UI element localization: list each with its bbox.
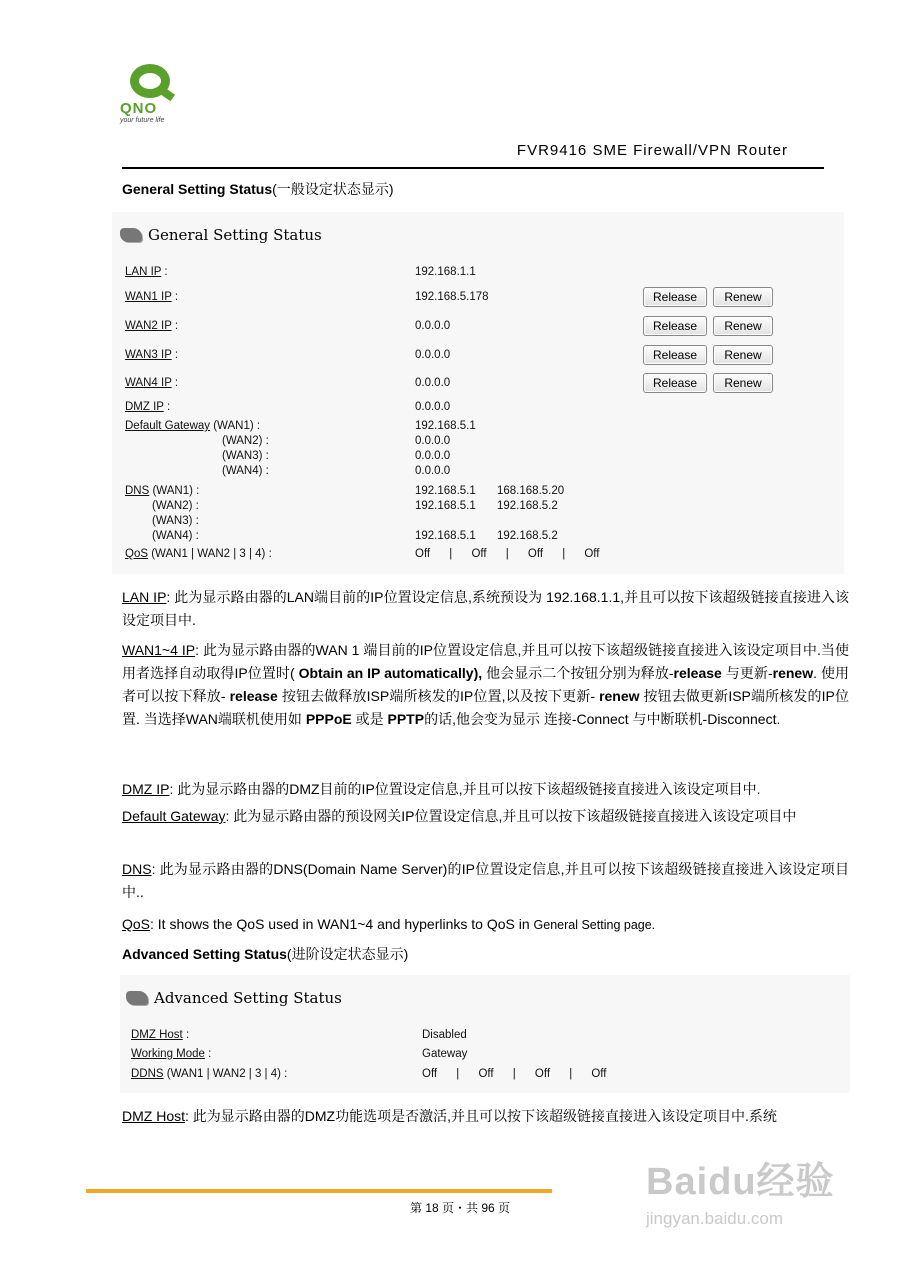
wan4-renew-button[interactable]: Renew [713, 373, 773, 393]
default-gateway-link[interactable]: Default Gateway [125, 420, 211, 432]
desc-gateway-link[interactable]: Default Gateway [122, 808, 226, 824]
dmz-ip-value: 0.0.0.0 [415, 401, 451, 413]
general-panel-heading [120, 226, 322, 244]
desc-dmz-host-link[interactable]: DMZ Host [122, 1108, 185, 1124]
general-section-title [122, 179, 393, 199]
dns-wan4-primary: 192.168.5.1 [415, 530, 476, 542]
gateway-wan1-value: 192.168.5.1 [415, 420, 476, 432]
wan3-ip-link[interactable]: WAN3 IP [125, 349, 172, 361]
dns-link[interactable]: DNS [125, 485, 150, 497]
desc-lan-ip-link[interactable]: LAN IP [122, 589, 167, 605]
general-setting-panel [112, 212, 844, 574]
wan3-release-button[interactable]: Release [643, 345, 707, 365]
qos-link[interactable]: QoS [125, 548, 149, 560]
advanced-section-title-cn: (进阶设定状态显示) [286, 946, 409, 962]
dmz-host-description: DMZ Host: 此为显示路由器的DMZ功能选项是否激活,并且可以按下该超级链接直接进入该设定项目中.系统 [122, 1108, 777, 1124]
working-mode-value: Gateway [422, 1048, 468, 1060]
header-divider [122, 167, 824, 169]
general-section-title-cn: (一般设定状态显示) [272, 181, 394, 197]
wan3-renew-button[interactable]: Renew [713, 345, 773, 365]
wan2-release-button[interactable]: Release [643, 316, 707, 336]
dns-wan1-secondary: 168.168.5.20 [497, 485, 565, 497]
ddns-value: Off | Off | Off | Off [422, 1068, 607, 1080]
wan2-ip-value: 0.0.0.0 [415, 320, 451, 332]
baidu-watermark [646, 1150, 835, 1229]
wan4-ip-link[interactable]: WAN4 IP [125, 377, 172, 389]
working-mode-link[interactable]: Working Mode [131, 1048, 205, 1060]
watermark-brand: Baidu经验 [646, 1161, 835, 1203]
wan1-ip-link[interactable]: WAN1 IP [125, 291, 172, 303]
wan3-ip-value: 0.0.0.0 [415, 349, 451, 361]
wan1-ip-row: WAN1 IP : [125, 291, 179, 303]
panel-bullet-icon [120, 228, 142, 242]
gateway-wan4-label: (WAN4) : [222, 465, 269, 477]
wan4-ip-row: WAN4 IP : [125, 377, 179, 389]
gateway-wan2-value: 0.0.0.0 [415, 435, 451, 447]
logo-tagline: your future life [120, 117, 165, 124]
advanced-panel-heading-text: Advanced Setting Status [154, 989, 342, 1007]
working-mode-row: Working Mode : [131, 1048, 212, 1060]
wan1-renew-button[interactable]: Renew [713, 287, 773, 307]
dns-wan2-primary: 192.168.5.1 [415, 500, 476, 512]
logo-tail [159, 87, 175, 102]
general-panel-heading-text: General Setting Status [148, 226, 322, 244]
wan4-release-button[interactable]: Release [643, 373, 707, 393]
lan-ip-row: LAN IP : [125, 266, 168, 278]
dns-wan2-secondary: 192.168.5.2 [497, 500, 558, 512]
gateway-wan4-value: 0.0.0.0 [415, 465, 451, 477]
desc-dmz-ip-link[interactable]: DMZ IP [122, 781, 170, 797]
dns-description: DNS: 此为显示路由器的DNS(Domain Name Server)的IP位置设定信息,并且可以按下该超级链接直接进入该设定项目中.. [122, 861, 849, 900]
wan2-ip-link[interactable]: WAN2 IP [125, 320, 172, 332]
qos-row: QoS (WAN1 | WAN2 | 3 | 4) : [125, 548, 272, 560]
wan3-ip-row: WAN3 IP : [125, 349, 179, 361]
dmz-host-row: DMZ Host : [131, 1029, 190, 1041]
logo-wordmark: QNO [120, 100, 158, 117]
wan2-renew-button[interactable]: Renew [713, 316, 773, 336]
qos-description: QoS: It shows the QoS used in WAN1~4 and hyperlinks to QoS in General Setting page. [122, 916, 656, 932]
dns-wan2-label: (WAN2) : [152, 500, 199, 512]
qos-value: Off | Off | Off | Off [415, 548, 600, 560]
panel-bullet-icon [126, 991, 148, 1005]
footer-divider [86, 1189, 552, 1193]
gateway-wan1-row: Default Gateway (WAN1) : [125, 420, 261, 432]
wan1-release-button[interactable]: Release [643, 287, 707, 307]
product-title: FVR9416 SME Firewall/VPN Router [516, 142, 788, 159]
gateway-description: Default Gateway: 此为显示路由器的预设网关IP位置设定信息,并且可以按下该超级链接直接进入该设定项目中 [122, 808, 797, 824]
wan4-ip-value: 0.0.0.0 [415, 377, 451, 389]
dmz-ip-row: DMZ IP : [125, 401, 171, 413]
wan1-ip-value: 192.168.5.178 [415, 291, 489, 303]
dns-wan4-label: (WAN4) : [152, 530, 199, 542]
lan-ip-value: 192.168.1.1 [415, 266, 476, 278]
dns-wan1-row: DNS (WAN1) : [125, 485, 200, 497]
dmz-host-value: Disabled [422, 1029, 467, 1041]
gateway-wan2-label: (WAN2) : [222, 435, 269, 447]
ddns-row: DDNS (WAN1 | WAN2 | 3 | 4) : [131, 1068, 288, 1080]
qno-logo [118, 62, 188, 132]
advanced-panel-heading [126, 989, 342, 1007]
dns-wan4-secondary: 192.168.5.2 [497, 530, 558, 542]
lan-ip-link[interactable]: LAN IP [125, 266, 162, 278]
advanced-section-title-en: Advanced Setting Status [122, 946, 287, 962]
gateway-wan3-label: (WAN3) : [222, 450, 269, 462]
watermark-url: jingyan.baidu.com [646, 1209, 784, 1228]
advanced-setting-panel [120, 975, 850, 1093]
desc-qos-link[interactable]: QoS [122, 916, 151, 932]
dns-wan3-label: (WAN3) : [152, 515, 199, 527]
dns-wan1-primary: 192.168.5.1 [415, 485, 476, 497]
page-number: 第 18 页・共 96 页 [410, 1201, 511, 1215]
lan-ip-description: LAN IP: 此为显示路由器的LAN端目前的IP位置设定信息,系统预设为 192.168.1.1,并且可以按下该超级链接直接进入该设定项目中. [122, 589, 849, 628]
wan-ip-description: WAN1~4 IP: 此为显示路由器的WAN 1 端目前的IP位置设定信息,并且可以按下该超级链接直接进入该设定项目中.当使用者选择自动取得IP位置时( Obtain an IP automatically), 他会显示二个按钮分别为释放-release 与更新-renew. 使用者可以按下释放- release 按钮去做释放ISP端所核发的IP位置,以及按下更新- renew 按钮去做更新ISP端所核发的IP位置. 当选择WAN端联机使用如 PPPoE 或是 PPTP的话,他会变为显示 连接-Connect 与中断联机-Disconnect. [122, 642, 850, 727]
gateway-wan3-value: 0.0.0.0 [415, 450, 451, 462]
dmz-ip-description: DMZ IP: 此为显示路由器的DMZ目前的IP位置设定信息,并且可以按下该超级链接直接进入该设定项目中. [122, 781, 761, 797]
dmz-ip-link[interactable]: DMZ IP [125, 401, 164, 413]
desc-wan-ip-link[interactable]: WAN1~4 IP [122, 642, 196, 658]
ddns-link[interactable]: DDNS [131, 1068, 164, 1080]
desc-dns-link[interactable]: DNS [122, 861, 152, 877]
advanced-section-title [122, 944, 408, 964]
wan2-ip-row: WAN2 IP : [125, 320, 179, 332]
dmz-host-link[interactable]: DMZ Host [131, 1029, 183, 1041]
general-section-title-en: General Setting Status [122, 181, 273, 197]
